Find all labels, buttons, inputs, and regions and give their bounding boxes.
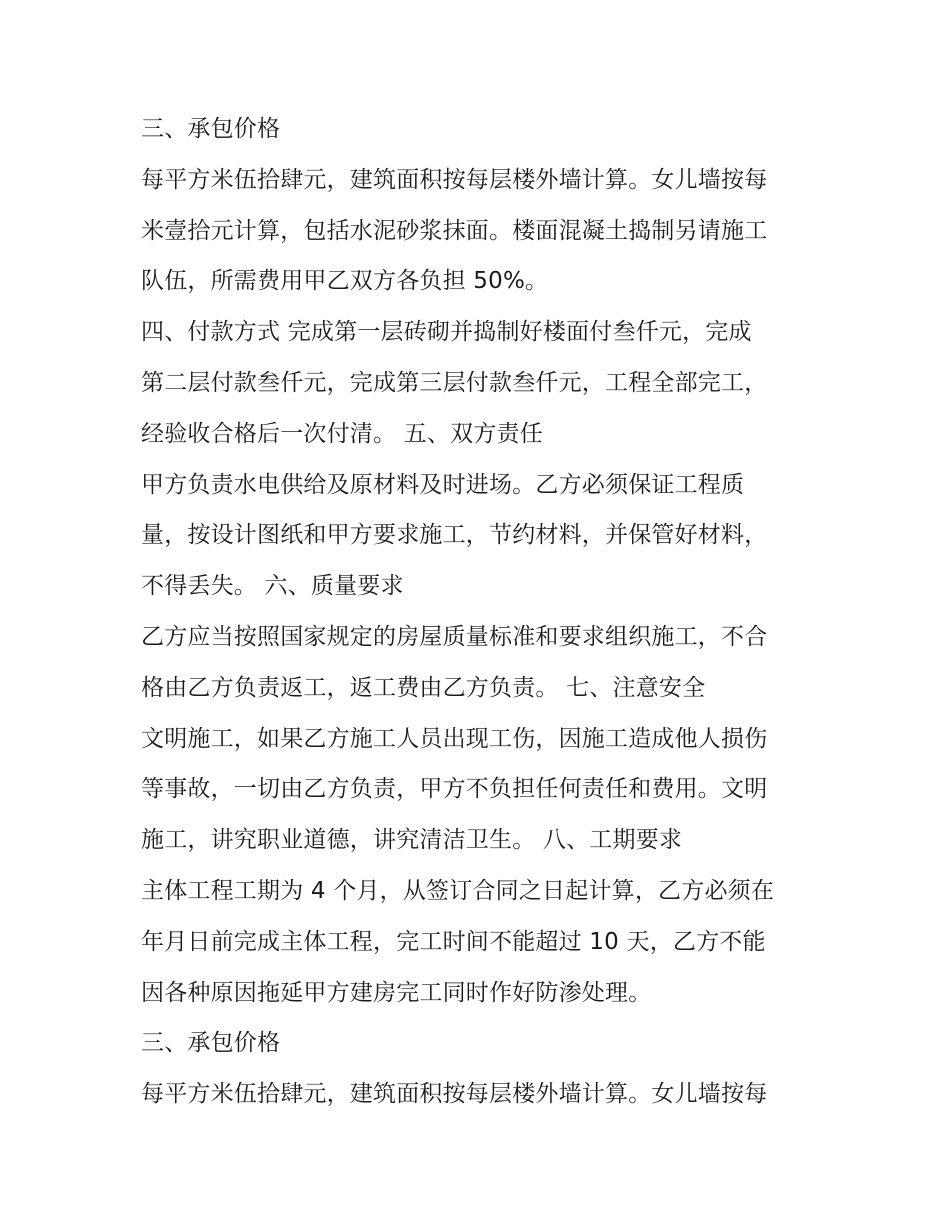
- text-line: 因各种原因拖延甲方建房完工同时作好防渗处理。: [141, 979, 652, 1006]
- text-line: 等事故，一切由乙方负责，甲方不负担任何责任和费用。文明: [141, 776, 768, 803]
- text-line: 主体工程工期为 4 个月，从签订合同之日起计算，乙方必须在: [141, 877, 775, 904]
- text-line: 队伍，所需费用甲乙双方各负担 50%。: [141, 268, 549, 295]
- text-line: 乙方应当按照国家规定的房屋质量标准和要求组织施工，不合: [141, 623, 768, 650]
- text-line: 文明施工，如果乙方施工人员出现工伤，因施工造成他人损伤: [141, 725, 768, 752]
- text-line: 格由乙方负责返工，返工费由乙方负责。 七、注意安全: [141, 674, 706, 701]
- text-line: 四、付款方式 完成第一层砖砌并捣制好楼面付叁仟元，完成: [141, 319, 752, 346]
- text-line: 每平方米伍拾肆元，建筑面积按每层楼外墙计算。女儿墙按每: [141, 166, 768, 193]
- text-line: 经验收合格后一次付清。 五、双方责任: [141, 420, 543, 447]
- text-line: 甲方负责水电供给及原材料及时进场。乙方必须保证工程质: [141, 471, 745, 498]
- text-line: 每平方米伍拾肆元，建筑面积按每层楼外墙计算。女儿墙按每: [141, 1081, 768, 1108]
- text-line: 年月日前完成主体工程，完工时间不能超过 10 天，乙方不能: [141, 928, 766, 955]
- text-line: 第二层付款叁仟元，完成第三层付款叁仟元，工程全部完工，: [141, 369, 768, 396]
- document-page: [141, 104, 821, 1120]
- section-heading-price-repeat: 三、承包价格: [141, 1030, 281, 1057]
- text-line: 施工，讲究职业道德，讲究清洁卫生。 八、工期要求: [141, 827, 683, 854]
- section-heading-price: 三、承包价格: [141, 116, 281, 142]
- text-line: 不得丢失。 六、质量要求: [141, 573, 404, 600]
- text-line: 米壹拾元计算，包括水泥砂浆抹面。楼面混凝土捣制另请施工: [141, 217, 768, 244]
- text-line: 量，按设计图纸和甲方要求施工，节约材料，并保管好材料，: [141, 522, 768, 549]
